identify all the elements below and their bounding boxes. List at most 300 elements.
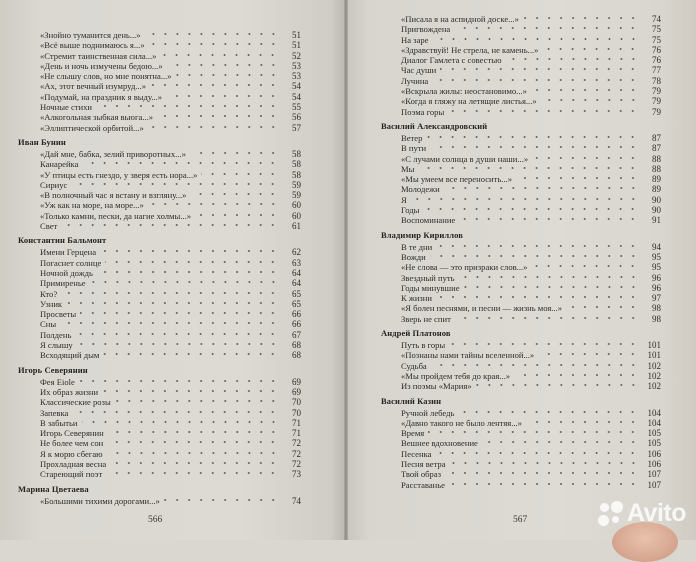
author-name: Василий Казин xyxy=(381,395,442,406)
toc-entry xyxy=(18,340,301,350)
toc-entry xyxy=(18,309,301,319)
page-ref: 72 xyxy=(292,458,301,469)
dot-leader xyxy=(107,438,279,446)
page-ref: 104 xyxy=(647,407,661,418)
poem-title: Свет xyxy=(40,221,58,232)
dot-leader xyxy=(61,289,279,297)
toc-entry xyxy=(381,96,661,106)
page-ref: 70 xyxy=(292,397,301,408)
poem-title: «Алкогольная зыбкая вьюга...» xyxy=(40,112,154,123)
toc-entry xyxy=(18,387,301,397)
poem-title: Вешнее вдохновение xyxy=(401,438,478,449)
page-ref: 72 xyxy=(292,438,301,449)
poem-title: «Дай мне, бабка, зелий приворотных...» xyxy=(40,148,186,159)
toc-entry xyxy=(18,211,301,221)
page-ref: 87 xyxy=(652,132,661,143)
dot-leader xyxy=(79,377,279,385)
page-ref: 88 xyxy=(652,163,661,174)
author-section xyxy=(381,230,661,324)
poem-title: Я xyxy=(401,194,407,205)
author-section xyxy=(18,30,301,133)
poem-title: «Когда я гляжу на летящие листья...» xyxy=(401,96,537,107)
page-ref: 64 xyxy=(292,267,301,278)
dot-leader xyxy=(454,24,639,32)
toc-entry xyxy=(18,112,301,122)
poem-title: «Я болен песнями, и песни — жизнь моя...» xyxy=(401,303,563,314)
page-ref: 60 xyxy=(292,200,301,211)
toc-entry xyxy=(18,350,301,360)
page-ref: 105 xyxy=(647,438,661,449)
right-page xyxy=(348,0,696,540)
toc-entry xyxy=(18,190,301,200)
poem-title: Ночной дождь xyxy=(40,267,93,278)
page-ref: 53 xyxy=(292,71,301,82)
poem-title: «Знойно туманится день...» xyxy=(40,30,141,40)
dot-leader xyxy=(436,242,639,250)
page-ref: 54 xyxy=(292,81,301,92)
toc-entry xyxy=(18,123,301,133)
toc-entry xyxy=(18,159,301,169)
page-ref: 96 xyxy=(652,282,661,293)
author-name: Игорь Северянин xyxy=(18,364,88,375)
toc-entry xyxy=(381,480,661,490)
toc-entry xyxy=(381,215,661,225)
dot-leader xyxy=(150,81,279,89)
toc-entry xyxy=(18,418,301,428)
toc-entry xyxy=(381,293,661,303)
dot-leader xyxy=(444,184,639,192)
page-ref: 54 xyxy=(292,91,301,102)
page-ref: 98 xyxy=(652,303,661,314)
page-ref: 104 xyxy=(647,417,661,428)
dot-leader xyxy=(106,469,279,477)
page-ref: 59 xyxy=(292,179,301,190)
poem-title: Час души xyxy=(401,65,437,76)
page-ref: 75 xyxy=(652,34,661,45)
page-ref: 66 xyxy=(292,319,301,330)
dot-leader xyxy=(149,40,279,48)
poem-title: Просветы xyxy=(40,309,77,320)
author-section xyxy=(381,328,661,391)
toc-entry xyxy=(381,65,661,75)
poem-title: Запевка xyxy=(40,407,69,418)
poem-title: «День и ночь измучены бедою...» xyxy=(40,60,163,71)
poem-title: Погаснет солнце xyxy=(40,257,102,268)
toc-entry xyxy=(18,102,301,112)
toc-entry xyxy=(18,258,301,268)
poem-title: Пригвождена xyxy=(401,24,451,35)
poem-title: Кто? xyxy=(40,288,58,299)
toc-entry xyxy=(18,180,301,190)
poem-title: Поэма горы xyxy=(401,106,445,117)
page-ref: 101 xyxy=(647,350,661,361)
poem-title: «Писала я на аспидной доске...» xyxy=(401,14,519,24)
page-ref: 90 xyxy=(652,194,661,205)
dot-leader xyxy=(449,340,639,348)
dot-leader xyxy=(459,215,639,223)
dot-leader xyxy=(531,86,639,94)
page-ref: 51 xyxy=(292,40,301,51)
poem-title: Имени Герцена xyxy=(40,247,97,258)
toc-entry xyxy=(18,278,301,288)
dot-leader xyxy=(201,170,279,178)
dot-leader xyxy=(110,459,279,467)
page-ref: 79 xyxy=(652,96,661,107)
dot-leader xyxy=(436,293,639,301)
poem-title: В пути xyxy=(401,143,427,154)
toc-entry xyxy=(381,438,661,448)
page-ref: 88 xyxy=(652,153,661,164)
dot-leader xyxy=(566,303,639,311)
author-name: Андрей Платонов xyxy=(381,328,451,339)
toc-entry xyxy=(381,252,661,262)
dot-leader xyxy=(164,496,279,504)
toc-entry xyxy=(18,40,301,50)
dot-leader xyxy=(145,30,279,38)
toc-entry xyxy=(18,92,301,102)
dot-leader xyxy=(60,319,279,327)
author-name: Василий Александровский xyxy=(381,120,488,131)
toc-entry xyxy=(381,133,661,143)
toc-entry xyxy=(18,61,301,71)
toc-entry xyxy=(381,45,661,55)
dot-leader xyxy=(448,107,639,115)
dot-leader xyxy=(423,205,639,213)
poem-title: Ручной лебедь xyxy=(401,407,455,418)
toc-entry xyxy=(381,283,661,293)
page-ref: 65 xyxy=(292,298,301,309)
toc-entry xyxy=(381,35,661,45)
page-ref: 66 xyxy=(292,309,301,320)
dot-leader xyxy=(430,252,639,260)
poem-title: «Мы умеем все переносить...» xyxy=(401,174,513,185)
toc-entry xyxy=(18,319,301,329)
poem-title: Песенка xyxy=(401,448,432,459)
poem-title: Путь в горы xyxy=(401,340,446,351)
page-ref: 107 xyxy=(647,469,661,480)
page-ref: 97 xyxy=(652,293,661,304)
poem-title: «Мы пройдем тебя до края...» xyxy=(401,370,511,381)
poem-title: Время xyxy=(401,428,425,439)
dot-leader xyxy=(526,418,639,426)
poem-title: Воспоминание xyxy=(401,215,456,226)
toc-entry xyxy=(381,143,661,153)
dot-leader xyxy=(459,273,639,281)
toc-entry xyxy=(18,438,301,448)
page-ref: 89 xyxy=(652,184,661,195)
poem-title: Я слышу xyxy=(40,340,73,351)
page-ref: 70 xyxy=(292,407,301,418)
toc-entry xyxy=(18,408,301,418)
page-ref: 76 xyxy=(652,44,661,55)
toc-entry xyxy=(381,449,661,459)
dot-leader xyxy=(523,14,639,22)
dot-leader xyxy=(167,61,279,69)
poem-title: Молодежи xyxy=(401,184,440,195)
toc-entry xyxy=(381,107,661,117)
author-section xyxy=(381,396,661,490)
poem-title: «В полночный час я встану и взгляну...» xyxy=(40,190,187,201)
avito-logo-icon xyxy=(598,501,624,527)
poem-title: Игорь Северянин xyxy=(40,428,104,439)
dot-leader xyxy=(464,283,639,291)
poem-title: Годы минувшие xyxy=(401,282,460,293)
toc-entry xyxy=(381,242,661,252)
page-ref: 65 xyxy=(292,288,301,299)
dot-leader xyxy=(148,123,279,131)
page-ref: 68 xyxy=(292,340,301,351)
dot-leader xyxy=(440,65,639,73)
dot-leader xyxy=(450,459,639,467)
toc-entry xyxy=(381,184,661,194)
author-section xyxy=(18,235,301,360)
page-ref: 98 xyxy=(652,313,661,324)
page-number-left: 566 xyxy=(148,515,163,525)
dot-leader xyxy=(107,449,279,457)
page-ref: 78 xyxy=(652,75,661,86)
page-ref: 96 xyxy=(652,272,661,283)
toc-entry xyxy=(18,459,301,469)
dot-leader xyxy=(411,195,639,203)
page-ref: 77 xyxy=(652,65,661,76)
page-ref: 107 xyxy=(647,479,661,490)
dot-leader xyxy=(195,211,279,219)
author-name: Марина Цветаева xyxy=(18,483,89,494)
page-ref: 69 xyxy=(292,386,301,397)
poem-title: Ветер xyxy=(401,132,423,143)
toc-entry xyxy=(18,200,301,210)
toc-entry xyxy=(381,195,661,205)
page-ref: 58 xyxy=(292,148,301,159)
page-ref: 72 xyxy=(292,448,301,459)
toc-entry xyxy=(18,247,301,257)
finger-in-photo xyxy=(612,522,678,562)
toc-entry xyxy=(381,459,661,469)
page-ref: 79 xyxy=(652,86,661,97)
toc-entry xyxy=(18,71,301,81)
dot-leader xyxy=(431,361,639,369)
poem-title: Из поэмы «Мария» xyxy=(401,381,472,392)
dot-leader xyxy=(458,408,639,416)
poem-title: В те дни xyxy=(401,241,433,252)
author-name: Владимир Кириллов xyxy=(381,229,463,240)
dot-leader xyxy=(97,268,279,276)
poem-title: Звездный путь xyxy=(401,272,455,283)
dot-leader xyxy=(190,190,279,198)
poem-title: Сириус xyxy=(40,179,68,190)
page-ref: 53 xyxy=(292,60,301,71)
table-of-contents-right xyxy=(381,14,661,494)
poem-title: В забытьи xyxy=(40,417,78,428)
dot-leader xyxy=(531,262,639,270)
page-ref: 90 xyxy=(652,205,661,216)
poem-title: Сны xyxy=(40,319,57,330)
dot-leader xyxy=(90,278,279,286)
poem-title: Диалог Гамлета с совестью xyxy=(401,55,502,66)
dot-leader xyxy=(96,102,279,110)
page-ref: 69 xyxy=(292,376,301,387)
toc-entry xyxy=(18,81,301,91)
author-name: Иван Бунин xyxy=(18,136,66,147)
avito-watermark-text: Avito xyxy=(626,499,686,527)
poem-title: «Подумай, на праздник я выду...» xyxy=(40,91,163,102)
dot-leader xyxy=(426,133,639,141)
toc-entry xyxy=(381,303,661,313)
page-ref: 89 xyxy=(652,174,661,185)
page-ref: 94 xyxy=(652,241,661,252)
poem-title: Судьба xyxy=(401,360,427,371)
dot-leader xyxy=(77,340,279,348)
poem-title: Лучина xyxy=(401,75,429,86)
toc-entry xyxy=(381,76,661,86)
page-ref: 102 xyxy=(647,381,661,392)
page-ref: 63 xyxy=(292,257,301,268)
poem-title: Я к морю сбегаю xyxy=(40,448,103,459)
dot-leader xyxy=(449,480,639,488)
avito-watermark xyxy=(598,499,686,528)
poem-title: Канарейка xyxy=(40,159,79,170)
dot-leader xyxy=(432,76,639,84)
dot-leader xyxy=(542,45,639,53)
dot-leader xyxy=(433,35,640,43)
page-ref: 91 xyxy=(652,215,661,226)
page-ref: 106 xyxy=(647,448,661,459)
toc-entry xyxy=(381,381,661,391)
dot-leader xyxy=(541,96,639,104)
poem-title: «Здравствуй! Не стрела, не камень...» xyxy=(401,44,539,55)
page-ref: 102 xyxy=(647,360,661,371)
toc-entry xyxy=(381,86,661,96)
toc-entry xyxy=(18,30,301,40)
dot-leader xyxy=(80,309,279,317)
table-of-contents-left xyxy=(18,30,301,510)
toc-entry xyxy=(381,340,661,350)
poem-title: Фея Eiole xyxy=(40,376,75,387)
author-section xyxy=(381,121,661,226)
dot-leader xyxy=(157,112,279,120)
poem-title: «Всё выше поднимаюсь я...» xyxy=(40,40,145,51)
dot-leader xyxy=(105,258,279,266)
dot-leader xyxy=(103,350,279,358)
dot-leader xyxy=(418,164,639,172)
page-ref: 60 xyxy=(292,210,301,221)
poem-title: Зверь не спит xyxy=(401,313,451,324)
toc-entry xyxy=(381,469,661,479)
toc-entry xyxy=(18,377,301,387)
poem-title: Полдень xyxy=(40,329,72,340)
poem-title: Расставанье xyxy=(401,479,445,490)
page-ref: 55 xyxy=(292,102,301,113)
dot-leader xyxy=(148,200,279,208)
page-ref: 56 xyxy=(292,112,301,123)
page-ref: 102 xyxy=(647,370,661,381)
toc-entry xyxy=(381,154,661,164)
poem-title: На заре xyxy=(401,34,429,45)
toc-entry xyxy=(18,299,301,309)
page-ref: 95 xyxy=(652,262,661,273)
poem-title: Классические розы xyxy=(40,397,111,408)
dot-leader xyxy=(538,350,639,358)
page-ref: 74 xyxy=(292,495,301,506)
dot-leader xyxy=(115,397,279,405)
toc-entry xyxy=(18,51,301,61)
poem-title: Стареющий поэт xyxy=(40,469,103,480)
page-ref: 73 xyxy=(292,469,301,480)
poem-title: Песня ветра xyxy=(401,458,446,469)
poem-title: К жизни xyxy=(401,293,433,304)
toc-entry xyxy=(18,149,301,159)
page-ref: 105 xyxy=(647,428,661,439)
dot-leader xyxy=(514,371,639,379)
dot-leader xyxy=(176,71,279,79)
dot-leader xyxy=(166,92,279,100)
poem-title: Прохладная весна xyxy=(40,458,107,469)
page-ref: 87 xyxy=(652,143,661,154)
poem-title: «С лучами солнца в души наши...» xyxy=(401,153,529,164)
author-name: Константин Бальмонт xyxy=(18,235,107,246)
page-number-right: 567 xyxy=(513,515,528,525)
poem-title: «Познаны нами тайны вселенной...» xyxy=(401,350,535,361)
poem-title: «Не слышу слов, но мне понятна...» xyxy=(40,71,172,82)
toc-entry xyxy=(18,170,301,180)
dot-leader xyxy=(532,154,639,162)
left-page xyxy=(0,0,344,540)
dot-leader xyxy=(75,330,279,338)
poem-title: Твой образ xyxy=(401,469,442,480)
dot-leader xyxy=(455,314,639,322)
toc-entry xyxy=(381,273,661,283)
dot-leader xyxy=(72,408,279,416)
poem-title: Годы xyxy=(401,205,420,216)
toc-entry xyxy=(381,164,661,174)
poem-title: «Эллиптической орбитой...» xyxy=(40,122,144,133)
toc-entry xyxy=(18,397,301,407)
dot-leader xyxy=(476,381,639,389)
poem-title: Вожди xyxy=(401,251,426,262)
toc-entry xyxy=(381,205,661,215)
dot-leader xyxy=(71,180,279,188)
page-ref: 74 xyxy=(652,14,661,24)
toc-entry xyxy=(381,262,661,272)
poem-title: Не более чем сон xyxy=(40,438,104,449)
poem-title: «Только камни, пески, да нагие холмы...» xyxy=(40,210,192,221)
page-ref: 57 xyxy=(292,122,301,133)
dot-leader xyxy=(435,449,639,457)
toc-entry xyxy=(381,314,661,324)
poem-title: «Не слова — это призраки слов...» xyxy=(401,262,528,273)
poem-title: «Большими тихими дорогами...» xyxy=(40,495,160,506)
toc-entry xyxy=(18,330,301,340)
toc-entry xyxy=(381,428,661,438)
toc-entry xyxy=(381,350,661,360)
page-ref: 62 xyxy=(292,247,301,258)
poem-title: «Вскрыла жилы: неостановимо...» xyxy=(401,86,527,97)
poem-title: Узник xyxy=(40,298,63,309)
page-ref: 75 xyxy=(652,24,661,35)
poem-title: Их образ жизни xyxy=(40,386,99,397)
poem-title: «Уж как на море, на море...» xyxy=(40,200,144,211)
page-ref: 71 xyxy=(292,428,301,439)
dot-leader xyxy=(100,247,279,255)
poem-title: «У птицы есть гнездо, у зверя есть нора...» xyxy=(40,169,198,180)
toc-entry xyxy=(18,221,301,231)
author-section xyxy=(18,365,301,480)
poem-title: «Ах, этот вечный изумруд...» xyxy=(40,81,147,92)
author-section xyxy=(18,137,301,231)
dot-leader xyxy=(482,438,639,446)
toc-entry xyxy=(381,408,661,418)
poem-title: Примиренье xyxy=(40,278,86,289)
